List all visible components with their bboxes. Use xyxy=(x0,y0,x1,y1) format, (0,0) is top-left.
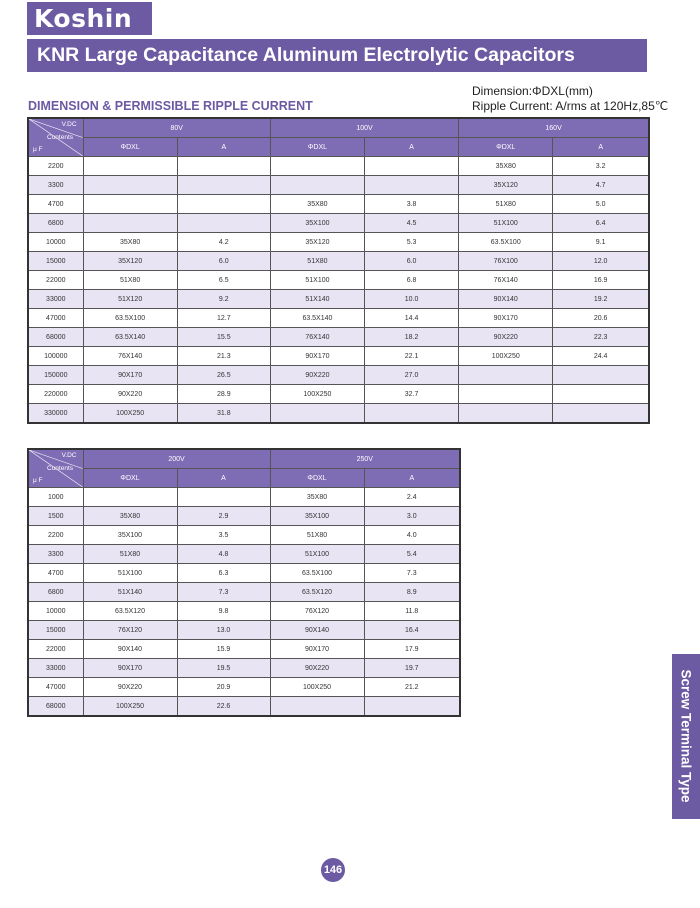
table-row xyxy=(28,678,460,697)
page-number: 146 xyxy=(321,858,345,882)
dimension-cell: 90X220 xyxy=(270,659,364,678)
dimension-cell: 90X220 xyxy=(83,385,177,404)
capacitance-cell: 10000 xyxy=(28,602,83,621)
ripple-current-cell: 3.0 xyxy=(364,507,460,526)
dimension-cell: 90X220 xyxy=(270,366,364,385)
section-heading: DIMENSION & PERMISSIBLE RIPPLE CURRENT xyxy=(28,99,313,113)
voltage-header-250v: 250V xyxy=(270,449,460,469)
capacitance-cell: 2200 xyxy=(28,157,83,176)
ripple-current-cell: 18.2 xyxy=(365,328,459,347)
dimension-cell: 51X80 xyxy=(459,195,553,214)
capacitance-cell: 22000 xyxy=(28,640,83,659)
dimension-cell: 35X100 xyxy=(270,214,364,233)
ripple-current-cell: 17.9 xyxy=(364,640,460,659)
ripple-current-cell: 16.4 xyxy=(364,621,460,640)
table-row xyxy=(28,366,649,385)
capacitance-cell: 4700 xyxy=(28,564,83,583)
ripple-current-cell: 6.0 xyxy=(365,252,459,271)
dimension-cell xyxy=(83,157,177,176)
table-row xyxy=(28,233,649,252)
side-tab-label: Screw Terminal Type xyxy=(678,669,694,803)
ripple-current-cell: 19.5 xyxy=(177,659,270,678)
dimension-cell: 51X140 xyxy=(83,583,177,602)
dimension-note: Dimension:ΦDXL(mm) xyxy=(472,84,593,98)
table-row xyxy=(28,602,460,621)
ripple-table-80-160v xyxy=(27,117,650,424)
dimension-cell: 35X100 xyxy=(83,526,177,545)
table-row xyxy=(28,309,649,328)
ripple-current-cell: 4.8 xyxy=(177,545,270,564)
dimension-cell: 35X80 xyxy=(83,233,177,252)
capacitance-cell: 15000 xyxy=(28,621,83,640)
corner-uf-label: μ F xyxy=(33,146,43,153)
dimension-cell xyxy=(270,697,364,717)
dimension-cell xyxy=(83,195,177,214)
table-corner-header xyxy=(28,118,83,157)
voltage-header-100v: 100V xyxy=(270,118,458,138)
ripple-current-cell xyxy=(177,214,270,233)
dimension-cell: 35X80 xyxy=(270,488,364,507)
ripple-current-cell: 8.9 xyxy=(364,583,460,602)
capacitance-cell: 100000 xyxy=(28,347,83,366)
dimension-cell: 35X80 xyxy=(270,195,364,214)
dimension-cell: 51X100 xyxy=(270,545,364,564)
dimension-cell: 63.5X100 xyxy=(459,233,553,252)
dimension-cell: 51X80 xyxy=(270,252,364,271)
ripple-current-cell: 12.0 xyxy=(553,252,649,271)
ripple-current-cell: 2.4 xyxy=(364,488,460,507)
dimension-cell xyxy=(459,366,553,385)
dimension-cell xyxy=(270,404,364,424)
capacitance-cell: 47000 xyxy=(28,309,83,328)
dimension-cell: 90X170 xyxy=(83,366,177,385)
ripple-current-cell xyxy=(553,404,649,424)
dimension-cell xyxy=(459,385,553,404)
dimension-cell: 63.5X120 xyxy=(270,583,364,602)
table-row xyxy=(28,290,649,309)
capacitance-cell: 220000 xyxy=(28,385,83,404)
dimension-cell: 100X250 xyxy=(83,697,177,717)
capacitance-cell: 330000 xyxy=(28,404,83,424)
dimension-cell: 51X80 xyxy=(83,545,177,564)
dimension-cell: 51X100 xyxy=(83,564,177,583)
ripple-current-cell: 20.6 xyxy=(553,309,649,328)
ripple-current-cell: 19.7 xyxy=(364,659,460,678)
corner-contents-label: Contents xyxy=(47,465,74,472)
dimension-cell: 90X140 xyxy=(83,640,177,659)
ripple-current-cell xyxy=(177,176,270,195)
capacitance-cell: 68000 xyxy=(28,328,83,347)
dimension-cell: 76X120 xyxy=(83,621,177,640)
ripple-current-cell: 14.4 xyxy=(365,309,459,328)
dimension-cell: 90X220 xyxy=(83,678,177,697)
table-row xyxy=(28,659,460,678)
ripple-current-cell: 3.5 xyxy=(177,526,270,545)
ripple-current-cell: 2.9 xyxy=(177,507,270,526)
dimension-cell xyxy=(459,404,553,424)
ripple-current-cell: 6.0 xyxy=(177,252,270,271)
capacitance-cell: 6800 xyxy=(28,214,83,233)
table-row xyxy=(28,583,460,602)
capacitance-cell: 3300 xyxy=(28,545,83,564)
ripple-current-cell: 27.0 xyxy=(365,366,459,385)
dimension-cell xyxy=(270,176,364,195)
dimension-cell: 35X120 xyxy=(270,233,364,252)
col-header-dxl: ΦDXL xyxy=(83,469,177,488)
brand-logo xyxy=(27,2,152,35)
col-header-a: A xyxy=(553,138,649,157)
ripple-current-cell: 21.2 xyxy=(364,678,460,697)
table-row xyxy=(28,157,649,176)
capacitance-cell: 4700 xyxy=(28,195,83,214)
capacitance-cell: 33000 xyxy=(28,659,83,678)
dimension-cell: 76X140 xyxy=(270,328,364,347)
col-header-a: A xyxy=(365,138,459,157)
corner-vdc-label: V.DC xyxy=(61,452,77,459)
ripple-current-cell: 22.3 xyxy=(553,328,649,347)
ripple-current-cell xyxy=(365,157,459,176)
dimension-cell: 51X140 xyxy=(270,290,364,309)
ripple-current-cell: 13.0 xyxy=(177,621,270,640)
table-row xyxy=(28,195,649,214)
ripple-table-200-250v xyxy=(27,448,461,717)
dimension-cell xyxy=(83,176,177,195)
ripple-current-cell: 4.7 xyxy=(553,176,649,195)
table-row xyxy=(28,214,649,233)
table-row xyxy=(28,621,460,640)
table-row xyxy=(28,328,649,347)
table-row xyxy=(28,526,460,545)
ripple-current-cell: 10.0 xyxy=(365,290,459,309)
table-row xyxy=(28,697,460,717)
dimension-cell: 63.5X100 xyxy=(270,564,364,583)
ripple-current-cell xyxy=(177,195,270,214)
dimension-cell: 63.5X100 xyxy=(83,309,177,328)
ripple-current-cell: 24.4 xyxy=(553,347,649,366)
ripple-current-cell: 20.9 xyxy=(177,678,270,697)
dimension-cell: 63.5X120 xyxy=(83,602,177,621)
col-header-a: A xyxy=(364,469,460,488)
corner-vdc-label: V.DC xyxy=(61,121,77,128)
dimension-cell: 76X120 xyxy=(270,602,364,621)
table-row xyxy=(28,385,649,404)
dimension-cell: 90X170 xyxy=(83,659,177,678)
ripple-current-cell: 5.3 xyxy=(365,233,459,252)
ripple-current-cell: 4.0 xyxy=(364,526,460,545)
capacitance-cell: 2200 xyxy=(28,526,83,545)
ripple-current-cell xyxy=(365,404,459,424)
ripple-current-cell: 3.8 xyxy=(365,195,459,214)
table-row xyxy=(28,640,460,659)
dimension-cell: 90X140 xyxy=(459,290,553,309)
col-header-dxl: ΦDXL xyxy=(459,138,553,157)
ripple-current-cell: 4.2 xyxy=(177,233,270,252)
dimension-cell: 51X80 xyxy=(83,271,177,290)
capacitance-cell: 68000 xyxy=(28,697,83,717)
ripple-current-cell: 5.4 xyxy=(364,545,460,564)
ripple-current-cell: 28.9 xyxy=(177,385,270,404)
brand-name: Koshin xyxy=(34,4,133,33)
dimension-cell: 51X80 xyxy=(270,526,364,545)
capacitance-cell: 33000 xyxy=(28,290,83,309)
dimension-cell: 100X250 xyxy=(83,404,177,424)
dimension-cell: 100X250 xyxy=(270,385,364,404)
capacitance-cell: 10000 xyxy=(28,233,83,252)
ripple-current-cell: 3.2 xyxy=(553,157,649,176)
capacitance-cell: 1000 xyxy=(28,488,83,507)
capacitance-cell: 15000 xyxy=(28,252,83,271)
table-row xyxy=(28,252,649,271)
side-tab xyxy=(672,654,700,819)
capacitance-cell: 1500 xyxy=(28,507,83,526)
voltage-header-160v: 160V xyxy=(459,118,649,138)
table-row xyxy=(28,271,649,290)
corner-contents-label: Contents xyxy=(47,134,74,141)
dimension-cell: 51X100 xyxy=(270,271,364,290)
table-row xyxy=(28,488,460,507)
dimension-cell xyxy=(270,157,364,176)
ripple-current-cell: 15.9 xyxy=(177,640,270,659)
ripple-current-cell: 6.4 xyxy=(553,214,649,233)
dimension-cell: 51X120 xyxy=(83,290,177,309)
dimension-cell: 76X140 xyxy=(83,347,177,366)
capacitance-cell: 3300 xyxy=(28,176,83,195)
ripple-current-cell xyxy=(177,157,270,176)
capacitance-cell: 6800 xyxy=(28,583,83,602)
ripple-current-cell: 11.8 xyxy=(364,602,460,621)
capacitance-cell: 22000 xyxy=(28,271,83,290)
ripple-current-cell xyxy=(177,488,270,507)
col-header-dxl: ΦDXL xyxy=(270,469,364,488)
dimension-cell: 35X80 xyxy=(83,507,177,526)
ripple-current-cell: 6.3 xyxy=(177,564,270,583)
ripple-current-cell: 7.3 xyxy=(177,583,270,602)
ripple-current-cell: 26.5 xyxy=(177,366,270,385)
dimension-cell: 51X100 xyxy=(459,214,553,233)
ripple-current-cell: 4.5 xyxy=(365,214,459,233)
table-row xyxy=(28,404,649,424)
col-header-a: A xyxy=(177,138,270,157)
table-row xyxy=(28,545,460,564)
ripple-current-cell: 31.8 xyxy=(177,404,270,424)
dimension-cell: 76X140 xyxy=(459,271,553,290)
ripple-current-cell: 16.9 xyxy=(553,271,649,290)
dimension-cell xyxy=(83,214,177,233)
col-header-dxl: ΦDXL xyxy=(270,138,364,157)
ripple-current-cell xyxy=(364,697,460,717)
dimension-cell: 76X100 xyxy=(459,252,553,271)
ripple-current-cell: 7.3 xyxy=(364,564,460,583)
ripple-current-cell xyxy=(553,385,649,404)
ripple-current-cell: 15.5 xyxy=(177,328,270,347)
dimension-cell: 63.5X140 xyxy=(270,309,364,328)
ripple-current-note: Ripple Current: A/rms at 120Hz,85℃ xyxy=(472,99,669,113)
dimension-cell: 90X170 xyxy=(270,640,364,659)
voltage-header-200v: 200V xyxy=(83,449,270,469)
ripple-current-cell: 9.2 xyxy=(177,290,270,309)
dimension-cell: 90X170 xyxy=(459,309,553,328)
ripple-current-cell: 5.0 xyxy=(553,195,649,214)
table-row xyxy=(28,564,460,583)
dimension-cell: 35X120 xyxy=(459,176,553,195)
dimension-cell: 63.5X140 xyxy=(83,328,177,347)
ripple-current-cell xyxy=(553,366,649,385)
dimension-cell: 90X140 xyxy=(270,621,364,640)
voltage-header-80v: 80V xyxy=(83,118,270,138)
ripple-current-cell: 22.6 xyxy=(177,697,270,717)
table-row xyxy=(28,176,649,195)
ripple-current-cell xyxy=(365,176,459,195)
table-corner-header xyxy=(28,449,83,488)
ripple-current-cell: 12.7 xyxy=(177,309,270,328)
ripple-current-cell: 6.5 xyxy=(177,271,270,290)
ripple-current-cell: 22.1 xyxy=(365,347,459,366)
dimension-cell: 35X120 xyxy=(83,252,177,271)
capacitance-cell: 150000 xyxy=(28,366,83,385)
table-row xyxy=(28,347,649,366)
capacitance-cell: 47000 xyxy=(28,678,83,697)
ripple-current-cell: 19.2 xyxy=(553,290,649,309)
ripple-current-cell: 32.7 xyxy=(365,385,459,404)
dimension-cell: 100X250 xyxy=(459,347,553,366)
page-title-bar xyxy=(27,39,647,72)
dimension-cell: 90X170 xyxy=(270,347,364,366)
col-header-dxl: ΦDXL xyxy=(83,138,177,157)
dimension-cell xyxy=(83,488,177,507)
col-header-a: A xyxy=(177,469,270,488)
ripple-current-cell: 6.8 xyxy=(365,271,459,290)
dimension-cell: 90X220 xyxy=(459,328,553,347)
dimension-cell: 35X80 xyxy=(459,157,553,176)
dimension-cell: 100X250 xyxy=(270,678,364,697)
table-row xyxy=(28,507,460,526)
corner-uf-label: μ F xyxy=(33,477,43,484)
page-title: KNR Large Capacitance Aluminum Electrolytic Capacitors xyxy=(37,44,575,66)
dimension-cell: 35X100 xyxy=(270,507,364,526)
ripple-current-cell: 9.8 xyxy=(177,602,270,621)
ripple-current-cell: 9.1 xyxy=(553,233,649,252)
ripple-current-cell: 21.3 xyxy=(177,347,270,366)
